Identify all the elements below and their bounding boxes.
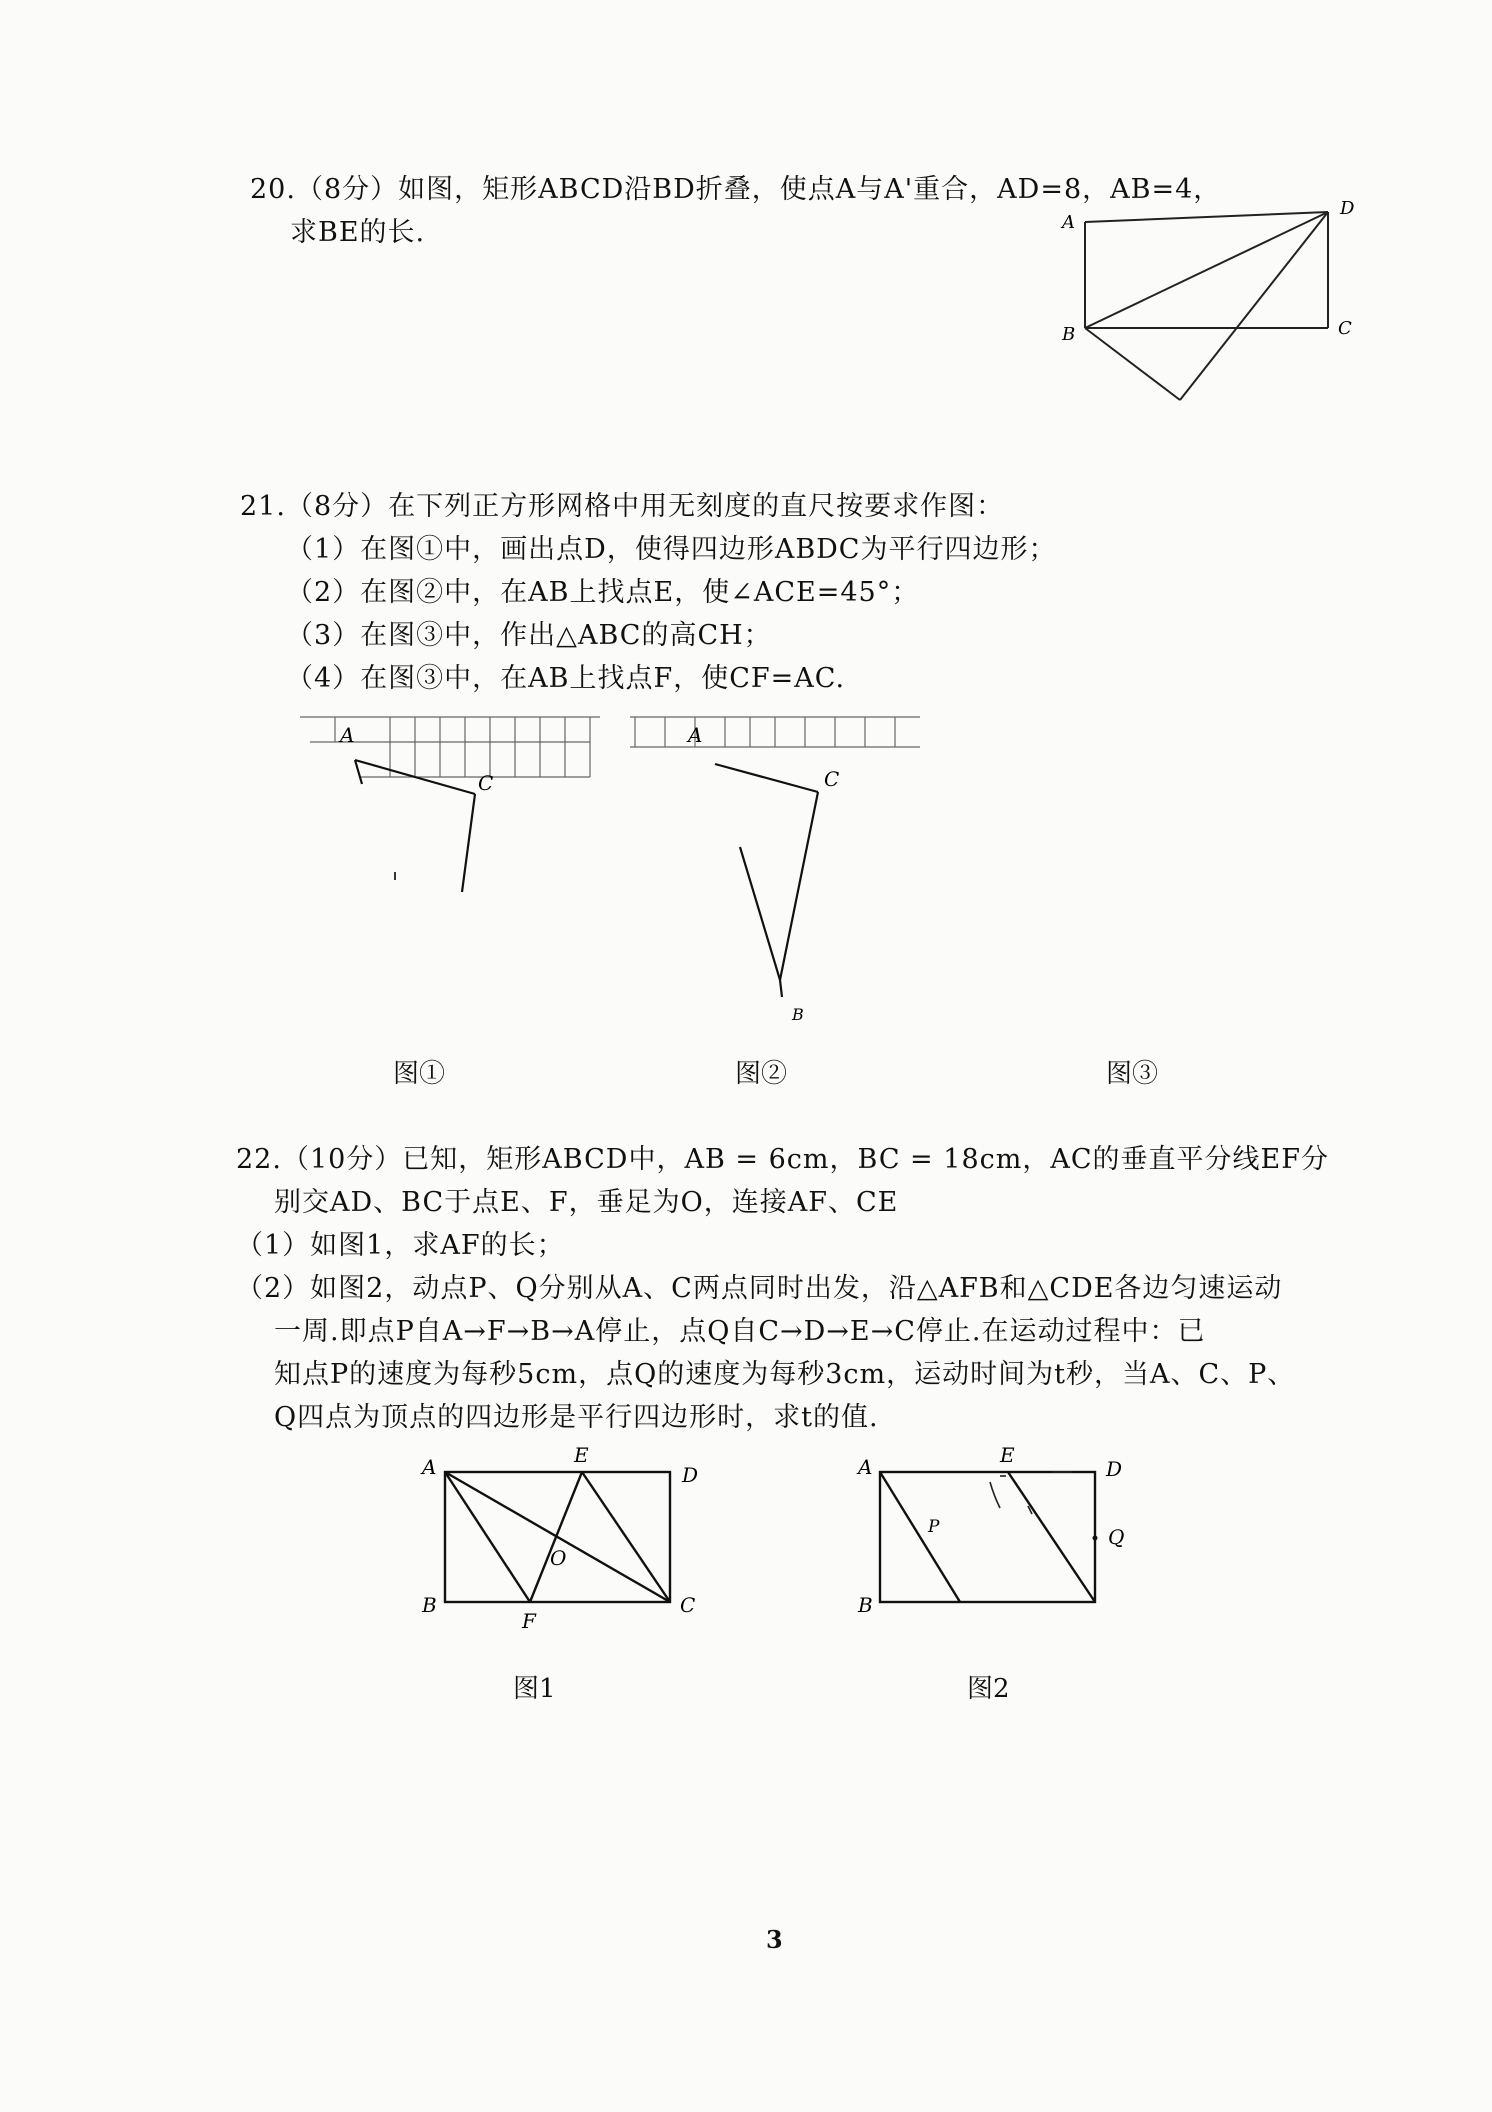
q22-line4: （2）如图2，动点P、Q分别从A、C两点同时出发，沿△AFB和△CDE各边匀速运动 xyxy=(236,1273,1283,1304)
q22-fig2-caption: 图2 xyxy=(967,1674,1010,1704)
q20-label-D: D xyxy=(1340,198,1355,219)
q21-fig1-label-C: C xyxy=(478,771,494,795)
q22-fig2-label-B: B xyxy=(858,1593,873,1617)
page-number: 3 xyxy=(766,1925,783,1954)
q22-fig2-label-Q: Q xyxy=(1108,1525,1125,1549)
q21-fig1-label-A: A xyxy=(340,723,355,747)
q20-line2: 求BE的长. xyxy=(290,217,426,248)
q22-fig1-label-E: E xyxy=(574,1443,589,1467)
q22-fig1-label-A: A xyxy=(422,1455,437,1479)
q21-fig2-caption: 图② xyxy=(735,1059,788,1089)
q20-label-B: B xyxy=(1062,324,1076,345)
q20-figure xyxy=(1060,198,1355,400)
q22-fig1-label-B: B xyxy=(422,1593,437,1617)
q21-line3: （2）在图②中，在AB上找点E，使∠ACE=45°； xyxy=(286,577,920,608)
q21-fig2-label-C: C xyxy=(824,767,840,791)
q21-line2: （1）在图①中，画出点D，使得四边形ABDC为平行四边形； xyxy=(286,534,1057,565)
q20-label-A: A xyxy=(1062,212,1075,233)
q22-fig2-label-D: D xyxy=(1106,1457,1123,1481)
q22-fig1-caption: 图1 xyxy=(513,1674,556,1704)
q22-fig1 xyxy=(420,1440,720,1640)
q21-fig2 xyxy=(630,712,930,1032)
q22-line2: 别交AD、BC于点E、F，垂足为O，连接AF、CE xyxy=(274,1187,899,1218)
q20-line1: 20.（8分）如图，矩形ABCD沿BD折叠，使点A与A'重合，AD=8，AB=4， xyxy=(250,174,1222,205)
q22-line1: 22.（10分）已知，矩形ABCD中，AB = 6cm，BC = 18cm，AC的垂直平分线EF分 xyxy=(236,1144,1329,1175)
q22-fig1-label-D: D xyxy=(682,1463,699,1487)
q22-fig1-label-O: O xyxy=(550,1546,567,1570)
q22-line3: （1）如图1，求AF的长； xyxy=(236,1230,565,1261)
q22-line6: 知点P的速度为每秒5cm，点Q的速度为每秒3cm，运动时间为t秒，当A、C、P、 xyxy=(274,1359,1296,1390)
q22-fig2-label-A: A xyxy=(858,1455,873,1479)
q21-line1: 21.（8分）在下列正方形网格中用无刻度的直尺按要求作图： xyxy=(240,491,1005,522)
q22-line5: 一周.即点P自A→F→B→A停止，点Q自C→D→E→C停止.在运动过程中：已 xyxy=(274,1316,1206,1347)
q21-line5: （4）在图③中，在AB上找点F，使CF=AC. xyxy=(286,663,846,694)
q22-fig1-label-C: C xyxy=(680,1593,696,1617)
q21-fig1 xyxy=(300,712,610,912)
q22-fig1-label-F: F xyxy=(522,1609,536,1633)
q21-fig1-caption: 图① xyxy=(393,1059,446,1089)
q22-fig2-label-P: P xyxy=(928,1517,940,1537)
q20-label-C: C xyxy=(1338,318,1352,339)
q21-fig2-label-A: A xyxy=(688,723,703,747)
q22-line7: Q四点为顶点的四边形是平行四边形时，求t的值. xyxy=(274,1402,879,1433)
q22-fig2 xyxy=(850,1440,1150,1640)
q22-fig2-label-E: E xyxy=(1000,1443,1015,1467)
q21-line4: （3）在图③中，作出△ABC的高CH； xyxy=(286,620,772,651)
q21-fig2-label-B: B xyxy=(792,1005,804,1024)
q21-fig3-caption: 图③ xyxy=(1106,1059,1159,1089)
